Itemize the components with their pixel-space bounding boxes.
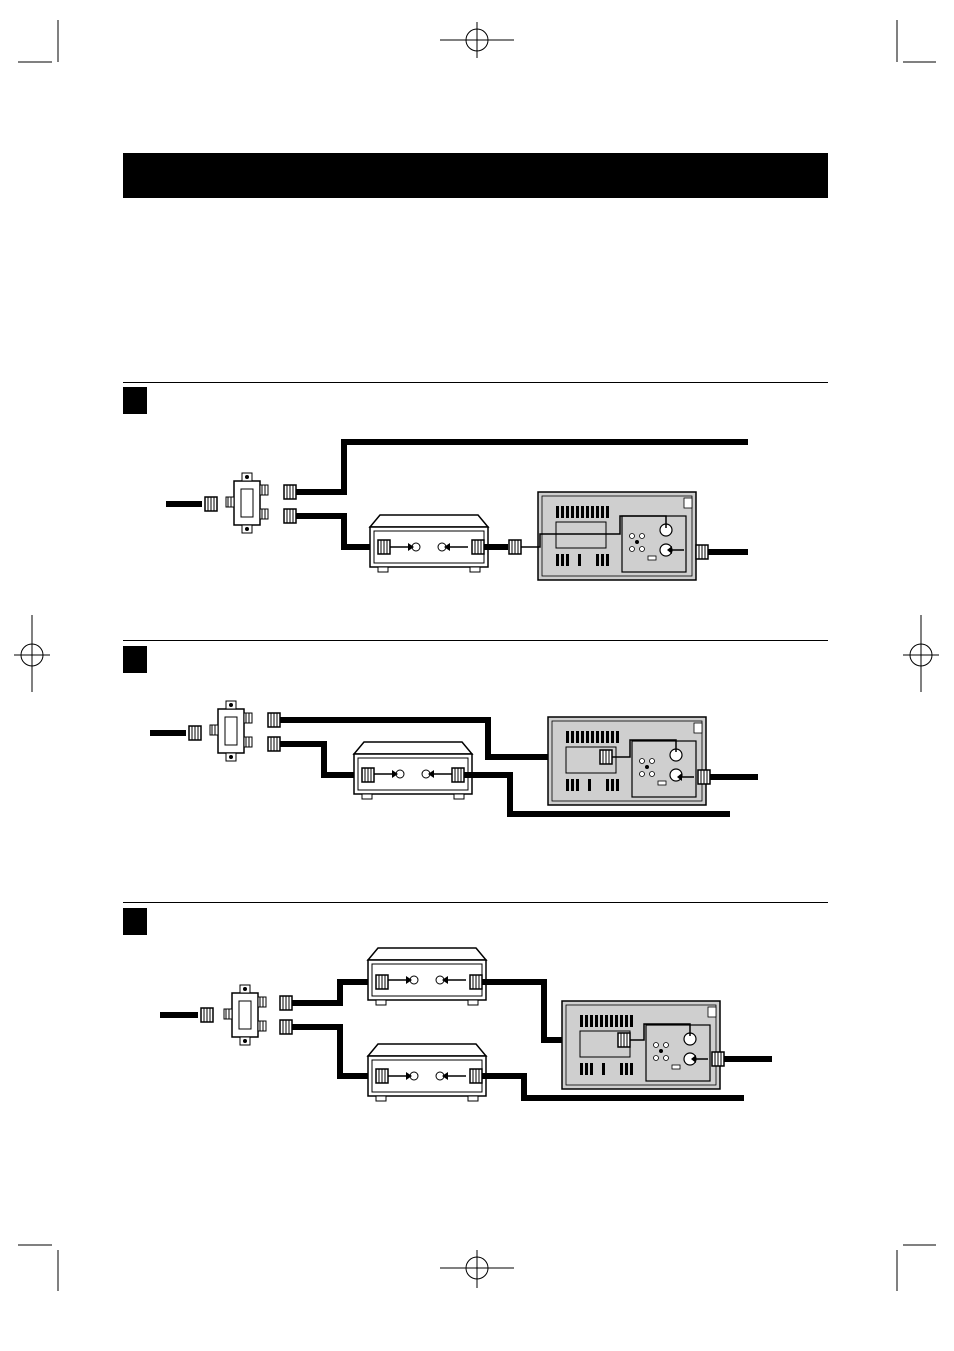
vcr-3 (562, 1001, 720, 1089)
vcr-2 (548, 717, 706, 805)
splitter-3 (224, 985, 266, 1045)
splitter-1 (226, 473, 268, 533)
splitter-2 (210, 701, 252, 761)
diagram-2 (150, 701, 758, 814)
vcr-1 (538, 492, 696, 580)
diagram-1 (166, 442, 748, 580)
diagram-3 (160, 948, 772, 1101)
